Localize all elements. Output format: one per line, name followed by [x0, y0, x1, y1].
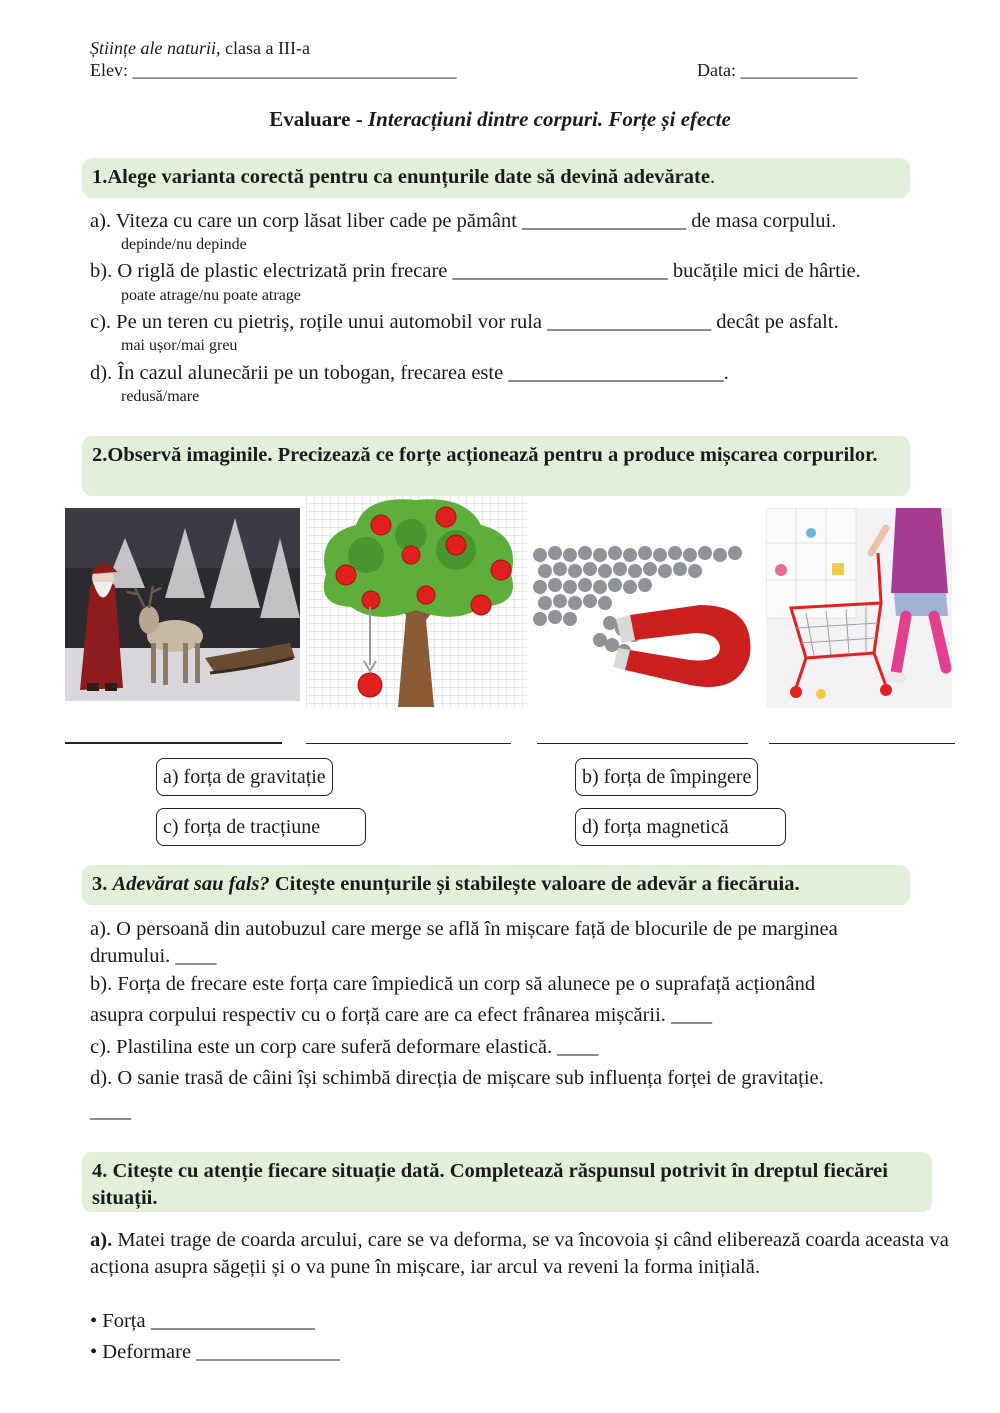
q1-heading-text: 1.Alege varianta corectă pentru ca enunțurile date să devină adevărate [92, 166, 710, 188]
option-magnetic[interactable]: d) forța magnetică [575, 808, 786, 846]
answer-line-3[interactable] [537, 743, 748, 744]
q1-item-c: c). Pe un teren cu pietriș, roțile unui automobil vor rula ________________ decât pe asfalt. [90, 311, 839, 333]
q3-item-a-line2: drumului. ____ [90, 945, 217, 967]
option-traction[interactable]: c) forța de tracțiune [156, 808, 366, 846]
q4-bullet-deformation[interactable]: • Deformare ______________ [90, 1341, 340, 1363]
q3-item-b-line2: asupra corpului respectiv cu o forță care are ca efect frânarea mișcării. ____ [90, 1004, 713, 1026]
q3-heading-rest: Citește enunțurile și stabilește valoare de adevăr a fiecăruia. [269, 873, 800, 895]
title-prefix: Evaluare - [269, 107, 368, 131]
apple-tree-image [306, 495, 527, 707]
q4-bullet-force[interactable]: • Forța ________________ [90, 1310, 315, 1332]
option-gravity[interactable]: a) forța de gravitație [156, 758, 333, 796]
santa-reindeer-image [65, 508, 300, 701]
q3-item-d: d). O sanie trasă de câini își schimbă direcția de mișcare sub influența forței de gravitație. [90, 1067, 824, 1089]
q3-item-c: c). Plastilina este un corp care suferă deformare elastică. ____ [90, 1036, 599, 1058]
page-title [0, 107, 1000, 132]
q3-item-a-line1: a). O persoană din autobuzul care merge se află în mișcare față de blocurile de pe marginea [90, 918, 838, 940]
answer-line-4[interactable] [769, 743, 955, 744]
answer-line-1[interactable] [65, 742, 282, 744]
q1-heading [82, 158, 910, 198]
q2-heading: 2.Observă imaginile. Precizează ce forțe acționează pentru a produce mișcarea corpurilor. [82, 436, 910, 496]
q4-situation-a [90, 1227, 960, 1281]
magnet-balls-image [530, 545, 755, 707]
q1-options-a: depinde/nu depinde [121, 236, 247, 253]
answer-line-2[interactable] [306, 743, 511, 744]
option-push[interactable]: b) forța de împingere [575, 758, 758, 796]
q4-situation-a-label: a). [90, 1229, 113, 1251]
q1-options-b: poate atrage/nu poate atrage [121, 287, 301, 304]
q3-heading-italic: Adevărat sau fals? [112, 873, 270, 895]
q3-heading [82, 865, 910, 905]
child-pushing-cart-image [766, 508, 952, 708]
q1-options-d: redusă/mare [121, 388, 200, 405]
q1-options-c: mai ușor/mai greu [121, 337, 238, 354]
q3-item-d-blank[interactable]: ____ [90, 1100, 131, 1122]
q4-heading: 4. Citește cu atenție fiecare situație dată. Completează răspunsul potrivit în dreptul fiecărei situații. [82, 1152, 932, 1212]
q1-item-b: b). O riglă de plastic electrizată prin frecare _____________________ bucățile mici de hârtie. [90, 260, 861, 282]
date-field[interactable]: Data: _____________ [697, 60, 858, 80]
q3-item-b-line1: b). Forța de frecare este forța care împiedică un corp să alunece pe o suprafață acționând [90, 973, 816, 995]
student-field[interactable]: Elev: ____________________________________ [90, 60, 457, 80]
q1-item-a: a). Viteza cu care un corp lăsat liber cade pe pământ ________________ de masa corpului. [90, 210, 837, 232]
q4-situation-a-text: Matei trage de coarda arcului, care se va deforma, se va încovoia și când eliberează coarda aceasta va acționa asupra săgeții și o va pune în mișcare, iar arcul va reveni la forma inițială. [90, 1229, 949, 1278]
q1-heading-end: . [709, 166, 716, 188]
title-topic: Interacțiuni dintre corpuri. Forțe și efecte [367, 107, 731, 131]
q3-heading-num: 3. [92, 873, 113, 895]
class-name: , clasa a III-a [216, 38, 310, 58]
subject-line [90, 38, 310, 59]
q1-item-d: d). În cazul alunecării pe un tobogan, frecarea este _____________________. [90, 362, 729, 384]
subject-name: Științe ale naturii [90, 38, 216, 58]
